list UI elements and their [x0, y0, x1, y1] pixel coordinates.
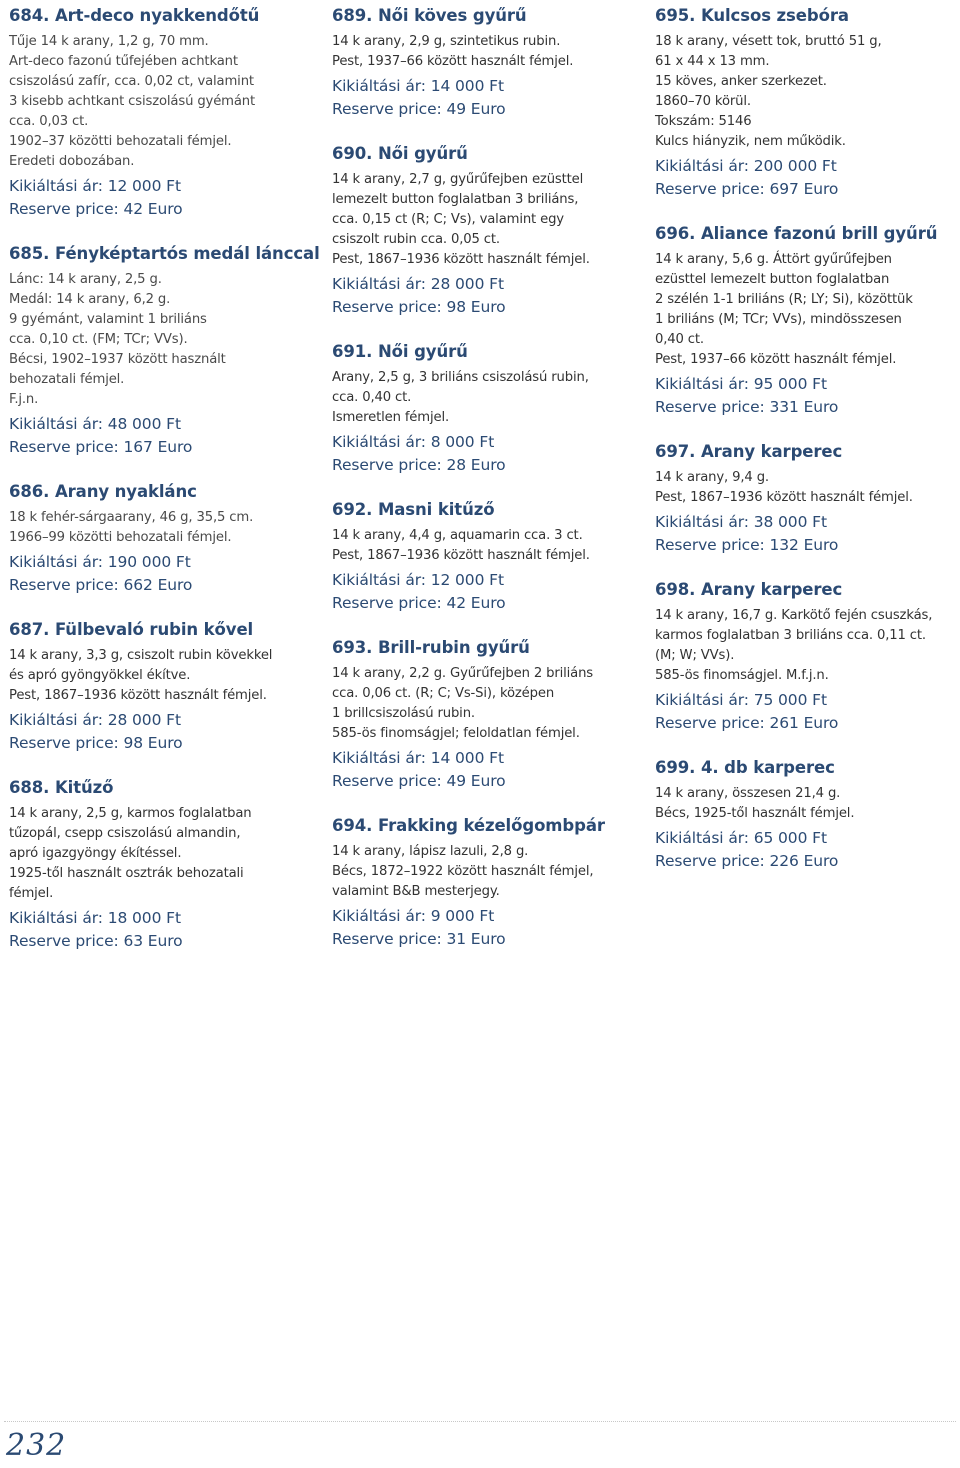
lot-695 [655, 5, 955, 201]
lot-price-eur: Reserve price: 28 Euro [332, 456, 506, 474]
lot-687 [9, 619, 309, 755]
lot-description: Lánc: 14 k arany, 2,5 g. Medál: 14 k arany, 6,2 g. 9 gyémánt, valamint 1 briliáns cca. 0,10 ct. (FM; TCr; VVs). Bécsi, 1902–1937 között használt behozatali fémjel. F.j.n. [9, 272, 226, 407]
lot-price-eur: Reserve price: 49 Euro [332, 772, 506, 790]
lot-699 [655, 757, 955, 873]
lot-688 [9, 777, 309, 953]
footer-divider [4, 1421, 956, 1422]
lot-title: 688. Kitűző [9, 778, 114, 797]
lot-697 [655, 441, 955, 557]
lot-description: 14 k arany, 3,3 g, csiszolt rubin kövekkel és apró gyöngyökkel ékítve. Pest, 1867–1936 között használt fémjel. [9, 648, 273, 703]
page-number: 232 [6, 1428, 67, 1463]
lot-price-huf: Kikiáltási ár: 190 000 Ft [9, 553, 191, 571]
lot-686 [9, 481, 309, 597]
lot-price-eur: Reserve price: 132 Euro [655, 536, 839, 554]
lot-description: 14 k arany, 2,5 g, karmos foglalatban tűzopál, csepp csiszolású almandin, apró igazgyöngy ékítéssel. 1925-től használt osztrák behozatali fémjel. [9, 806, 252, 901]
lot-price-huf: Kikiáltási ár: 18 000 Ft [9, 909, 181, 927]
lot-title: 694. Frakking kézelőgombpár [332, 816, 605, 835]
lot-title: 686. Arany nyaklánc [9, 482, 197, 501]
lot-title: 693. Brill-rubin gyűrű [332, 638, 530, 657]
lot-price-huf: Kikiáltási ár: 65 000 Ft [655, 829, 827, 847]
lot-price-huf: Kikiáltási ár: 95 000 Ft [655, 375, 827, 393]
lot-693 [332, 637, 632, 793]
lot-price-huf: Kikiáltási ár: 75 000 Ft [655, 691, 827, 709]
lot-title: 699. 4. db karperec [655, 758, 835, 777]
lot-title: 687. Fülbevaló rubin kővel [9, 620, 254, 639]
lot-description: Arany, 2,5 g, 3 briliáns csiszolású rubin, cca. 0,40 ct. Ismeretlen fémjel. [332, 370, 589, 425]
lot-title: 691. Női gyűrű [332, 342, 468, 361]
lot-price-eur: Reserve price: 63 Euro [9, 932, 183, 950]
lot-price-eur: Reserve price: 98 Euro [9, 734, 183, 752]
lot-price-eur: Reserve price: 331 Euro [655, 398, 839, 416]
lot-696 [655, 223, 955, 419]
lot-price-huf: Kikiáltási ár: 14 000 Ft [332, 749, 504, 767]
lot-price-huf: Kikiáltási ár: 28 000 Ft [9, 711, 181, 729]
lot-692 [332, 499, 632, 615]
lot-description: 14 k arany, 4,4 g, aquamarin cca. 3 ct. Pest, 1867–1936 között használt fémjel. [332, 528, 590, 563]
lot-price-huf: Kikiáltási ár: 48 000 Ft [9, 415, 181, 433]
lot-689 [332, 5, 632, 121]
lot-description: 18 k fehér-sárgaarany, 46 g, 35,5 cm. 1966–99 közötti behozatali fémjel. [9, 510, 254, 545]
lot-684 [9, 5, 309, 221]
column-left [9, 5, 320, 975]
lot-price-eur: Reserve price: 662 Euro [9, 576, 193, 594]
lot-price-huf: Kikiáltási ár: 200 000 Ft [655, 157, 837, 175]
lot-price-huf: Kikiáltási ár: 28 000 Ft [332, 275, 504, 293]
lot-description: 14 k arany, összesen 21,4 g. Bécs, 1925-től használt fémjel. [655, 786, 855, 821]
lot-price-eur: Reserve price: 697 Euro [655, 180, 839, 198]
lot-691 [332, 341, 632, 477]
lot-description: 14 k arany, lápisz lazuli, 2,8 g. Bécs, 1872–1922 között használt fémjel, valamint B&B mesterjegy. [332, 844, 594, 899]
lot-price-huf: Kikiáltási ár: 8 000 Ft [332, 433, 495, 451]
lot-description: 14 k arany, 9,4 g. Pest, 1867–1936 között használt fémjel. [655, 470, 913, 505]
lot-title: 692. Masni kitűző [332, 500, 495, 519]
lot-title: 695. Kulcsos zsebóra [655, 6, 849, 25]
lot-description: 14 k arany, 5,6 g. Áttört gyűrűfejben ezüsttel lemezelt button foglalatban 2 szélén 1-1 briliáns (R; LY; Si), közöttük 1 briliáns (M; TCr; VVs), mindösszesen 0,40 ct. Pest, 1937–66 között használt fémjel. [655, 252, 913, 367]
lot-price-eur: Reserve price: 226 Euro [655, 852, 839, 870]
lot-title: 697. Arany karperec [655, 442, 843, 461]
lot-price-eur: Reserve price: 42 Euro [332, 594, 506, 612]
lot-price-eur: Reserve price: 261 Euro [655, 714, 839, 732]
lot-title: 685. Fényképtartós medál lánccal [9, 244, 320, 263]
lot-price-eur: Reserve price: 167 Euro [9, 438, 193, 456]
lot-price-eur: Reserve price: 42 Euro [9, 200, 183, 218]
lot-description: 14 k arany, 2,7 g, gyűrűfejben ezüsttel lemezelt button foglalatban 3 briliáns, cca. 0,15 ct (R; C; Vs), valamint egy csiszolt rubin cca. 0,05 ct. Pest, 1867–1936 között használt fémjel. [332, 172, 590, 267]
lot-title: 690. Női gyűrű [332, 144, 468, 163]
lot-price-huf: Kikiáltási ár: 12 000 Ft [332, 571, 504, 589]
lot-price-huf: Kikiáltási ár: 38 000 Ft [655, 513, 827, 531]
column-middle [332, 5, 632, 973]
lot-title: 696. Aliance fazonú brill gyűrű [655, 224, 938, 243]
lot-685 [9, 243, 320, 459]
lot-description: Tűje 14 k arany, 1,2 g, 70 mm. Art-deco fazonú tűfejében achtkant csiszolású zafír, cca. 0,02 ct, valamint 3 kisebb achtkant csiszolású gyémánt cca. 0,03 ct. 1902–37 közötti behozatali fémjel. Eredeti dobozában. [9, 34, 256, 169]
lot-title: 684. Art-deco nyakkendőtű [9, 6, 260, 25]
lot-description: 14 k arany, 2,9 g, szintetikus rubin. Pest, 1937–66 között használt fémjel. [332, 34, 574, 69]
lot-price-huf: Kikiáltási ár: 14 000 Ft [332, 77, 504, 95]
lot-price-huf: Kikiáltási ár: 12 000 Ft [9, 177, 181, 195]
lot-description: 14 k arany, 2,2 g. Gyűrűfejben 2 briliáns cca. 0,06 ct. (R; C; Vs-Si), középen 1 brillcsiszolású rubin. 585-ös finomságjel; feloldatlan fémjel. [332, 666, 593, 741]
lot-price-eur: Reserve price: 49 Euro [332, 100, 506, 118]
column-right [655, 5, 955, 895]
lot-price-eur: Reserve price: 98 Euro [332, 298, 506, 316]
lot-price-eur: Reserve price: 31 Euro [332, 930, 506, 948]
lot-694 [332, 815, 632, 951]
lot-price-huf: Kikiáltási ár: 9 000 Ft [332, 907, 495, 925]
lot-description: 18 k arany, vésett tok, bruttó 51 g, 61 x 44 x 13 mm. 15 köves, anker szerkezet. 1860–70 körül. Tokszám: 5146 Kulcs hiányzik, nem működik. [655, 34, 882, 149]
lot-690 [332, 143, 632, 319]
lot-title: 689. Női köves gyűrű [332, 6, 527, 25]
lot-title: 698. Arany karperec [655, 580, 843, 599]
lot-description: 14 k arany, 16,7 g. Karkötő fején csuszkás, karmos foglalatban 3 briliáns cca. 0,11 ct. (M; W; VVs). 585-ös finomságjel. M.f.j.n. [655, 608, 933, 683]
lot-698 [655, 579, 955, 735]
